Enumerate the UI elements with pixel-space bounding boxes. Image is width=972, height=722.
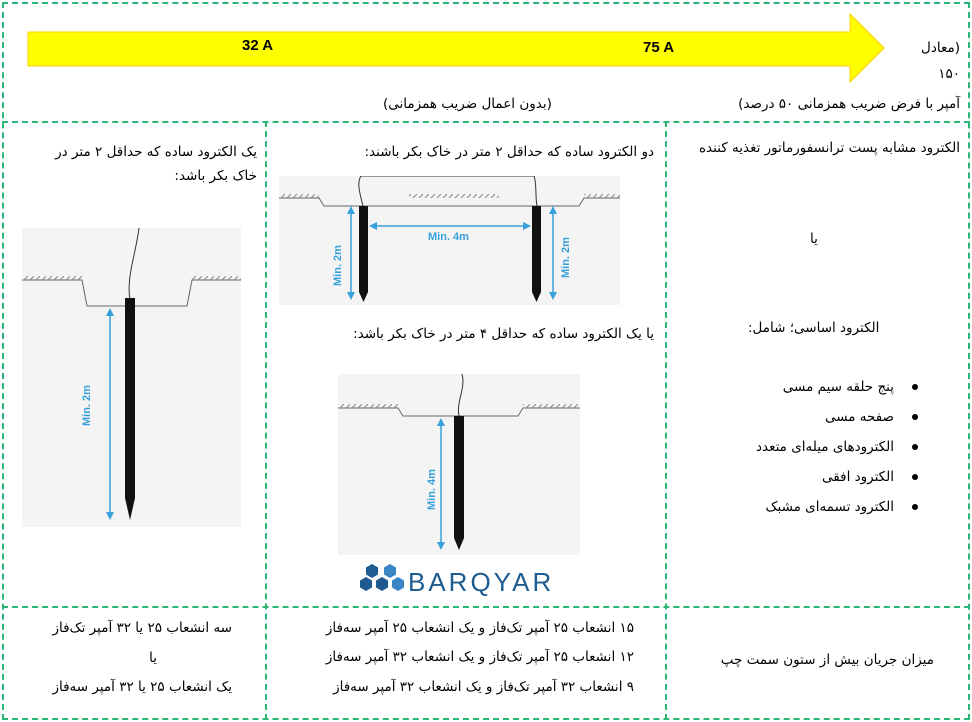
col-left-line2: خاک بکر باشد:: [174, 168, 257, 184]
list-item: پنج حلقه سیم مسی: [756, 372, 894, 402]
list-item: الکترود تسمه‌ای مشبک: [756, 492, 894, 522]
electrode-rod: [125, 298, 135, 498]
bottom-right-text: میزان جریان بیش از ستون سمت چپ: [720, 652, 934, 668]
col-right-or: یا: [810, 231, 818, 247]
arrow-label-32a: 32 A: [242, 37, 274, 54]
col-right-basic-title: الکترود اساسی؛ شامل:: [748, 320, 880, 336]
barqyar-logo: [360, 561, 560, 601]
col-middle-line1: دو الکترود ساده که حداقل ۲ متر در خاک بکر باشند:: [364, 144, 654, 160]
electrode-rod: [454, 416, 464, 538]
fig1-label-left: Min. 2m: [332, 245, 344, 286]
column-divider-right: [665, 121, 667, 720]
bottom-left-line1: سه انشعاب ۲۵ یا ۳۲ آمپر تک‌فاز: [52, 620, 232, 636]
row-divider-bottom: [2, 606, 970, 608]
fig2-label: Min. 4m: [426, 469, 438, 510]
two-electrodes-figure: [279, 176, 620, 305]
electrode-type-list: [756, 372, 916, 522]
bottom-middle-line3: ۹ انشعاب ۳۲ آمپر تک‌فاز و یک انشعاب ۳۲ آمپر سه‌فاز: [333, 679, 634, 695]
list-item: الکترودهای میله‌ای متعدد: [756, 432, 894, 462]
column-divider-left: [265, 121, 267, 720]
fig1-label-right: Min. 2m: [560, 237, 572, 278]
header-simultaneity-note: آمپر با فرض ضریب همزمانی ۵۰ درصد): [738, 96, 960, 112]
col-left-line1: یک الکترود ساده که حداقل ۲ متر در: [55, 144, 257, 160]
list-item: صفحه مسی: [756, 402, 894, 432]
bottom-middle-line1: ۱۵ انشعاب ۲۵ آمپر تک‌فاز و یک انشعاب ۲۵ آمپر سه‌فاز: [325, 620, 634, 636]
bottom-left-or: یا: [149, 650, 157, 666]
arrow-shape: [28, 14, 884, 82]
col-middle-line2: یا یک الکترود ساده که حداقل ۴ متر در خاک بکر باشد:: [353, 326, 654, 342]
left-electrode: [359, 206, 368, 292]
header-equivalent-open: (معادل: [921, 40, 960, 56]
header-no-simultaneity-note: (بدون اعمال ضریب همزمانی): [383, 96, 552, 112]
col-right-line1: الکترود مشابه پست ترانسفورماتور تغذیه کننده: [698, 140, 960, 156]
logo-text: BARQYAR: [408, 567, 555, 597]
header-equivalent-value: ۱۵۰: [938, 66, 960, 82]
arrow-label-75a: 75 A: [643, 39, 675, 56]
right-electrode: [532, 206, 541, 292]
list-item: الکترود افقی: [756, 462, 894, 492]
single-2m-electrode-figure: [22, 228, 241, 527]
bottom-left-line2: یک انشعاب ۲۵ یا ۳۲ آمپر سه‌فاز: [52, 679, 232, 695]
single-4m-electrode-figure: [338, 374, 580, 555]
fig3-label: Min. 2m: [81, 385, 93, 426]
bottom-middle-line2: ۱۲ انشعاب ۲۵ آمپر تک‌فاز و یک انشعاب ۳۲ آمپر سه‌فاز: [325, 649, 634, 665]
fig1-label-mid: Min. 4m: [428, 231, 469, 243]
